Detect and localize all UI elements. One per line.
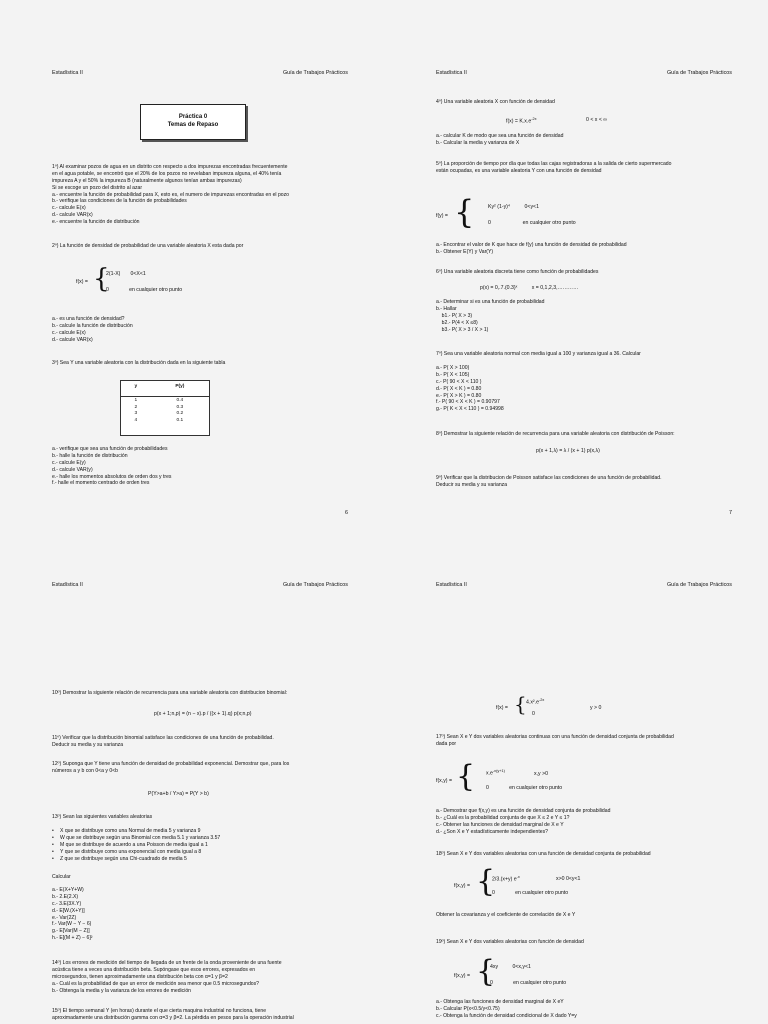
ex14-line: acústica tiene a veces una distribución beta. Supóngase que esos errores, expresados en	[52, 966, 256, 973]
table-cell: 0.1	[176, 418, 184, 424]
exercise-4-items	[436, 133, 732, 147]
page-number: 6	[345, 510, 348, 516]
ex11-line: 11º) Verificar que la distribución binomial satisface las condiciones de una función de probabilidad.	[52, 735, 274, 741]
exercise-13-calc-label: Calcular	[52, 874, 71, 880]
exercise-18-tail: Obtener la covarianza y el coeficiente de correlación de X e Y	[436, 912, 576, 918]
ex5-item: a.- Encontrar el valor de K que hace de f(y) una función de densidad de probabilidad	[436, 242, 627, 248]
ex6-item: b.- Hallar	[436, 305, 457, 312]
ex18-case-1-base: 2/3.(x+y) e	[492, 876, 517, 883]
ex18-case-1	[492, 875, 520, 884]
ex9-line: Deducir su media y su varianza	[436, 481, 508, 488]
ex17-line: dada por	[436, 740, 457, 747]
page-header	[436, 582, 732, 592]
ex1-line: e.- encuentre la función de distribución	[52, 219, 140, 225]
header-right: Guía de Trabajos Prácticos	[282, 70, 348, 76]
ex17-case-1	[486, 769, 505, 778]
ex5-item: b.- Obtener E(Y) y Var(Y)	[436, 248, 494, 255]
table-row	[121, 411, 209, 418]
ex3-item: f.- halle el momento centrado de orden tres	[52, 480, 150, 487]
ex19-item: c.- Obtenga la función de densidad condicional de X dado Y=y	[436, 1012, 577, 1019]
ex4-range: 0 < x < ∞	[586, 117, 608, 123]
ex17-brace: {	[456, 759, 476, 794]
ex18-case-1-exp: -x	[516, 875, 520, 879]
ex2-case-2: 0 en cualquier otro punto	[106, 287, 183, 293]
ex5-brace: {	[454, 193, 475, 231]
exercise-11	[52, 735, 348, 749]
table-cell: 2	[134, 404, 138, 410]
page-7	[384, 0, 768, 516]
exercise-13-intro: 13º) Sean las siguientes variables aleatorias	[52, 814, 153, 820]
exercise-8-intro: 8º) Demostrar la siguiente relación de recurrencia para una variable aleatoria con distribución de Poisson:	[436, 431, 675, 437]
header-right: Guía de Trabajos Prácticos	[666, 582, 732, 588]
top-brace: {	[514, 692, 527, 716]
exercise-13-bullets	[52, 828, 348, 862]
exercise-3-intro: 3º) Sea Y una variable aleatoria con la distribución dada en la siguiente tabla	[52, 360, 226, 366]
ex5-case-2: 0 en cualquier otro punto	[488, 220, 576, 226]
ex14-line: a.- Cuál es la probabilidad de que un error de medición sea menor que 0.5 microsegundos?	[52, 980, 259, 987]
exercise-5-items	[436, 242, 732, 256]
ex5-line: están ocupadas, es una variable aleatoria Y con una función de densidad	[436, 167, 602, 174]
ex12-line: números a y b con 0<a y 0<b	[52, 767, 118, 774]
exercise-12	[52, 761, 348, 775]
header-left: Estadística II	[52, 70, 83, 76]
ex2-brace: {	[93, 264, 110, 294]
table-row	[121, 397, 209, 404]
top-case-2: 0	[532, 711, 535, 717]
ex4-formula	[506, 117, 537, 126]
ex9-line: 9º) Verificar que la distribucion de Poisson satisface las condiciones de una función de probabilidad.	[436, 475, 662, 481]
table-cell: 3	[134, 411, 138, 417]
ex18-lhs: f(x,y) =	[454, 883, 470, 889]
ex1-line: b.- verifique las condiciones de la función de probabilidades	[52, 198, 187, 205]
ex19-brace: {	[476, 954, 496, 989]
list-item: • X que se distribuye como una Normal de media 5 y varianza 9	[52, 828, 348, 835]
list-item: • Z que se distribuye según una Chi-cuadrado de media 5	[52, 856, 348, 863]
ex1-line: d.- calcule VAR(x)	[52, 212, 93, 219]
ex17-item: d.- ¿Son X e Y estadísticamente independientes?	[436, 828, 548, 835]
ex17-case-2: 0 en cualquier otro punto	[486, 785, 563, 791]
ex15-line: aproximadamente una distribución gamma con α=3 y β=2. La pérdida en pesos para la operación industrial	[52, 1014, 294, 1021]
ex17-case-1-exp: -x(y+1)	[492, 769, 505, 773]
exercise-1	[52, 164, 348, 226]
ex13-item: g.- E[Var(M − Z)]	[52, 928, 90, 935]
ex5-lhs: f(y) =	[436, 213, 448, 219]
ex1-line: en el agua potable, se encontró que el 20% de los pozos no revelaban impureza alguna, el 40% tenía	[52, 170, 282, 177]
ex19-lhs: f(x,y) =	[454, 973, 470, 979]
ex7-item: c.- P( 90 < X < 110 )	[436, 378, 482, 385]
exercise-6-items	[436, 299, 732, 333]
ex11-line: Deducir su media y su varianza	[52, 741, 124, 748]
ex14-line: microsegundos, tienen aproximadamente una distribución beta con α=1 y β=2	[52, 973, 228, 980]
exercise-9	[436, 475, 732, 489]
ex17-case-1-base: x.e	[486, 770, 493, 777]
exercise-13-items	[52, 887, 348, 942]
ex3-item: a.- verifique que sea una función de probabilidades	[52, 446, 168, 452]
ex17-item: b.- ¿Cuál es la probabilidad conjunta de que X ≤ 2 e Y ≤ 1?	[436, 814, 570, 821]
table-cell: 4	[134, 418, 138, 424]
probability-table	[120, 380, 210, 436]
ex6-formula: p(x) = 0,.7.(0.3)ˣ x = 0,1,2,3,…………	[480, 285, 579, 291]
table-cell: 0.4	[176, 397, 184, 403]
table-cell: 0.2	[176, 411, 184, 417]
ex12-formula: P(Y>a+b / Y>a) = P(Y > b)	[148, 791, 209, 797]
exercise-6-intro: 6º) Una variable aleatoria discreta tiene como función de probabilidades	[436, 269, 599, 275]
page-header	[52, 582, 348, 592]
ex5-case-1: Ky² (1-y)⁴ 0<y<1	[488, 204, 539, 210]
ex7-item: g.- P( K < X < 110 ) = 0.94998	[436, 406, 504, 413]
exercise-19-intro: 19º) Sean X e Y dos variables aleatorias con función de densidad	[436, 939, 584, 945]
top-range: y > 0	[590, 705, 602, 711]
table-row	[121, 418, 209, 425]
ex12-line: 12º) Suponga que Y tiene una función de densidad de probabilidad exponencial. Demostrar que, para los	[52, 761, 290, 767]
ex13-item: c.- 3.E(3X.Y)	[52, 900, 82, 907]
exercise-14	[52, 960, 348, 994]
list-item: • Y que se distribuye como una exponencial con media igual a 8	[52, 849, 348, 856]
practice-title-box	[140, 104, 246, 140]
header-left: Estadística II	[436, 582, 467, 588]
page-header	[436, 70, 732, 80]
page-9	[384, 512, 768, 1024]
exercise-7-items	[436, 365, 732, 413]
ex1-line: a.- encuentre la función de probabilidad para X, esto es, el numero de impurezas encontradas en el pozo	[52, 191, 290, 198]
exercise-7-intro: 7º) Sea una variable aleatoria normal con media igual a 100 y varianza igual a 36. Calcular	[436, 351, 641, 357]
ex19-case-2: 0 en cualquier otro punto	[490, 980, 567, 986]
exercise-17-items	[436, 808, 732, 836]
top-case-1-exp: -2x	[538, 698, 545, 702]
exercise-15	[52, 1008, 348, 1022]
ex14-line: b.- Obtenga la media y la varianza de los errores de medición	[52, 987, 192, 994]
ex13-item: b.- 2.E(2.X)	[52, 893, 79, 900]
ex7-item: b.- P( X < 105)	[436, 371, 470, 378]
exercise-3-items	[52, 446, 348, 487]
exercise-17-intro	[436, 734, 732, 748]
ex4-item: b.- Calcular la media y varianza de X	[436, 139, 520, 146]
ex5-line: 5º) La proporción de tiempo por día que todas las cajas registradoras a la salida de cierto supermercado	[436, 161, 672, 167]
ex1-line: c.- calcule E(x)	[52, 205, 86, 212]
ex2-lhs: f(x) =	[76, 279, 88, 285]
table-header-y: y	[121, 381, 151, 397]
page-header	[52, 70, 348, 80]
header-right: Guía de Trabajos Prácticos	[282, 582, 348, 588]
exercise-2-items	[52, 316, 348, 344]
exercise-10-intro: 10º) Demostrar la siguiente relación de recurrencia para una variable aleatoria con distribucion binomial:	[52, 690, 288, 696]
ex14-line: 14º) Los errores de medición del tiempo de llegada de un frente de la onda proveniente de una fuente	[52, 960, 282, 966]
ex3-item: b.- halle la función de distribución	[52, 452, 128, 459]
header-left: Estadística II	[436, 70, 467, 76]
ex7-item: e.- P( X > K ) = 0.80	[436, 392, 482, 399]
list-item: • M que se distribuye de acuerdo a una Poisson de media igual a 1	[52, 842, 348, 849]
ex1-line: impureza A y el 50% la impureza B (naturalmente algunos tenían ambas impurezas)	[52, 177, 242, 184]
ex6-item: b2.- P(4 < X ≤8)	[436, 319, 478, 326]
ex4-formula-exp: -2x	[531, 117, 537, 121]
exercise-18-intro: 18º) Sean X e Y dos variables aleatorias con una función de densidad conjunta de probabilidad	[436, 851, 651, 857]
table-cell: 0.3	[176, 404, 184, 410]
ex2-item: a.- es una función de densidad?	[52, 316, 125, 322]
ex18-case-2: 0 en cualquier otro punto	[492, 890, 569, 896]
ex1-line: Si se escoge un pozo del distrito al azar	[52, 184, 143, 191]
list-item: • W que se distribuye según una Binomial con media 5.1 y varianza 3.57	[52, 835, 348, 842]
ex3-item: c.- calcule E(y)	[52, 459, 86, 466]
ex17-item: c.- Obtener las funciones de densidad marginal de X e Y	[436, 821, 564, 828]
ex3-item: d.- calcule VAR(y)	[52, 466, 93, 473]
ex2-case-1: 2(1-X) 0<X<1	[106, 271, 146, 277]
top-case-1	[526, 698, 544, 707]
ex17-lhs: f(x,y) =	[436, 778, 452, 784]
ex17-item: a.- Demostrar que f(x,y) es una función de densidad conjunta de probabilidad	[436, 808, 611, 814]
page-8	[0, 512, 384, 1024]
ex17-case-1-range: x,y >0	[534, 771, 548, 777]
ex13-item: f.- Var(W − Y − 6)	[52, 921, 92, 928]
ex2-item: c.- calcule E(x)	[52, 329, 86, 336]
ex7-item: a.- P( X > 100)	[436, 365, 470, 371]
ex4-formula-base: f(x) = K.x.e	[506, 118, 532, 125]
ex3-item: e.- halle los momentos absolutos de orden dos y tres	[52, 473, 172, 480]
ex4-item: a.- calcular K de modo que sea una función de densidad	[436, 133, 564, 139]
ex18-brace: {	[476, 864, 496, 899]
top-case-1-base: 4.x².e	[526, 699, 539, 706]
ex19-item: b.- Calcular P(x<0.5/y<0.75)	[436, 1005, 500, 1012]
ex13-item: e.- Var(2Z)	[52, 914, 77, 921]
ex15-line: 15º) El tiempo semanal Y (en horas) durante el que cierta maquina industrial no funciona, tiene	[52, 1008, 267, 1014]
header-left: Estadística II	[52, 582, 83, 588]
ex19-item: a.- Obtenga las funciones de densidad marginal de X eY	[436, 999, 564, 1005]
ex7-item: d.- P( X < K ) = 0.80	[436, 385, 482, 392]
ex13-item: d.- E[W.(X+Y)]	[52, 907, 85, 914]
page-6	[0, 0, 384, 516]
practice-subtitle: Temas de Repaso	[167, 122, 219, 129]
table-cell: 1	[134, 397, 138, 403]
ex2-item: b.- calcule la función de distribución	[52, 322, 133, 329]
ex18-case-1-range: x>0 0<y<1	[556, 876, 581, 882]
ex10-formula: p(x + 1;n,p) = (n − x).p / ((x + 1).q) p(x;n,p)	[154, 711, 252, 717]
ex8-formula: p(x + 1,λ) = λ / (x + 1) p(x,λ)	[536, 448, 600, 454]
ex6-item: b1.- P( X > 3)	[436, 312, 473, 319]
exercise-5-intro	[436, 161, 732, 175]
exercise-4-intro: 4º) Una variable aleatoria X con función de densidad	[436, 99, 555, 105]
table-header-py: P(y)	[151, 381, 209, 397]
ex17-line: 17º) Sean X e Y dos variables aleatorias continuas con una función de densidad conjunta de probabilidad	[436, 734, 674, 740]
ex2-item: d.- calcule VAR(x)	[52, 336, 93, 343]
practice-title: Práctica 0	[178, 114, 208, 120]
exercise-2-intro: 2º) La función de densidad de probabilidad de una variable aleatoria X esta dada por	[52, 243, 244, 249]
ex6-item: b3.- P( X > 3 / X > 1)	[436, 326, 489, 333]
header-right: Guía de Trabajos Prácticos	[666, 70, 732, 76]
exercise-19-items	[436, 999, 732, 1020]
page-number: 7	[729, 510, 732, 516]
ex1-line: 1º) Al examinar pozos de agua en un distrito con respecto a dos impurezas encontradas frecuentemente	[52, 164, 288, 170]
ex6-item: a.- Determinar si es una función de probabilidad	[436, 299, 545, 305]
table-row	[121, 404, 209, 411]
top-lhs: f(x) =	[496, 705, 508, 711]
ex13-item: h.- E[(M + Z) − 6]²	[52, 935, 93, 942]
ex7-item: f.- P( 90 < X < K ) = 0.90797	[436, 399, 500, 406]
ex19-case-1: 4xy 0<x,y<1	[490, 964, 531, 970]
ex13-item: a.- E(X+Y+W)	[52, 887, 84, 893]
